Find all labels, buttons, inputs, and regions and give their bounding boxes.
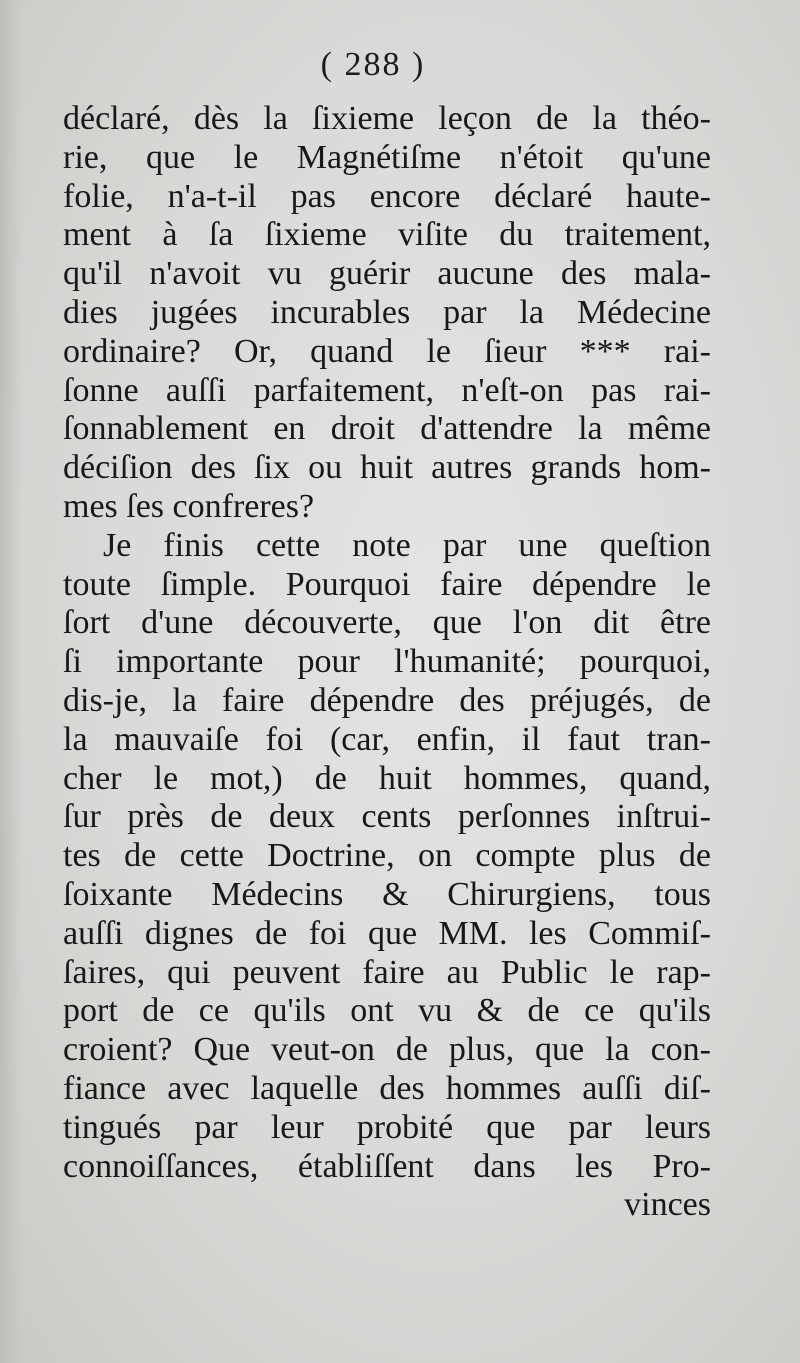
text-line: cher le mot,) de huit hommes, quand,	[63, 759, 711, 797]
text-line: connoiſſances, établiſſent dans les Pro-	[63, 1147, 711, 1185]
catchword: vinces	[624, 1186, 711, 1224]
page-gutter-shadow	[0, 0, 22, 1363]
text-line: qu'il n'avoit vu guérir aucune des mala-	[63, 255, 711, 293]
text-line: toute ſimple. Pourquoi faire dépendre le	[63, 565, 711, 603]
text-line: ment à ſa ſixieme viſite du traitement,	[63, 216, 711, 254]
text-line: rie, que le Magnétiſme n'étoit qu'une	[63, 138, 711, 176]
page-number: ( 288 )	[320, 46, 426, 83]
body-text	[63, 100, 711, 1225]
text-line: ſaires, qui peuvent faire au Public le rap-	[63, 953, 711, 991]
text-line: dis-je, la faire dépendre des préjugés, de	[63, 681, 711, 719]
text-line: tes de cette Doctrine, on compte plus de	[63, 837, 711, 875]
text-line: port de ce qu'ils ont vu & de ce qu'ils	[63, 992, 711, 1030]
text-line: ſi importante pour l'humanité; pourquoi,	[63, 643, 711, 681]
text-line: croient? Que veut-on de plus, que la con-	[63, 1031, 711, 1069]
text-line: ſoixante Médecins & Chirurgiens, tous	[63, 875, 711, 913]
text-line: ſonne auſſi parfaitement, n'eſt-on pas rai-	[63, 371, 711, 409]
text-line: déciſion des ſix ou huit autres grands hom-	[63, 449, 711, 487]
text-line: mes ſes confreres?	[63, 487, 315, 525]
text-line: folie, n'a-t-il pas encore déclaré haute-	[63, 177, 711, 215]
text-line: déclaré, dès la ſixieme leçon de la théo-	[63, 100, 711, 137]
text-line: auſſi dignes de foi que MM. les Commiſ-	[63, 914, 711, 952]
paragraph-1	[63, 100, 711, 527]
text-line: fiance avec laquelle des hommes auſſi diſ-	[63, 1069, 711, 1107]
text-line: Je finis cette note par une queſtion	[103, 526, 711, 564]
text-line: ſort d'une découverte, que l'on dit être	[63, 604, 711, 642]
text-line: dies jugées incurables par la Médecine	[63, 293, 711, 331]
paragraph-2	[63, 527, 711, 1187]
text-line: la mauvaiſe foi (car, enfin, il faut tran-	[63, 720, 711, 758]
text-line: ordinaire? Or, quand le ſieur *** rai-	[63, 332, 711, 370]
text-line: tingués par leur probité que par leurs	[63, 1108, 711, 1146]
text-line: ſonnablement en droit d'attendre la même	[63, 410, 711, 448]
text-line: ſur près de deux cents perſonnes inſtrui-	[63, 798, 711, 836]
